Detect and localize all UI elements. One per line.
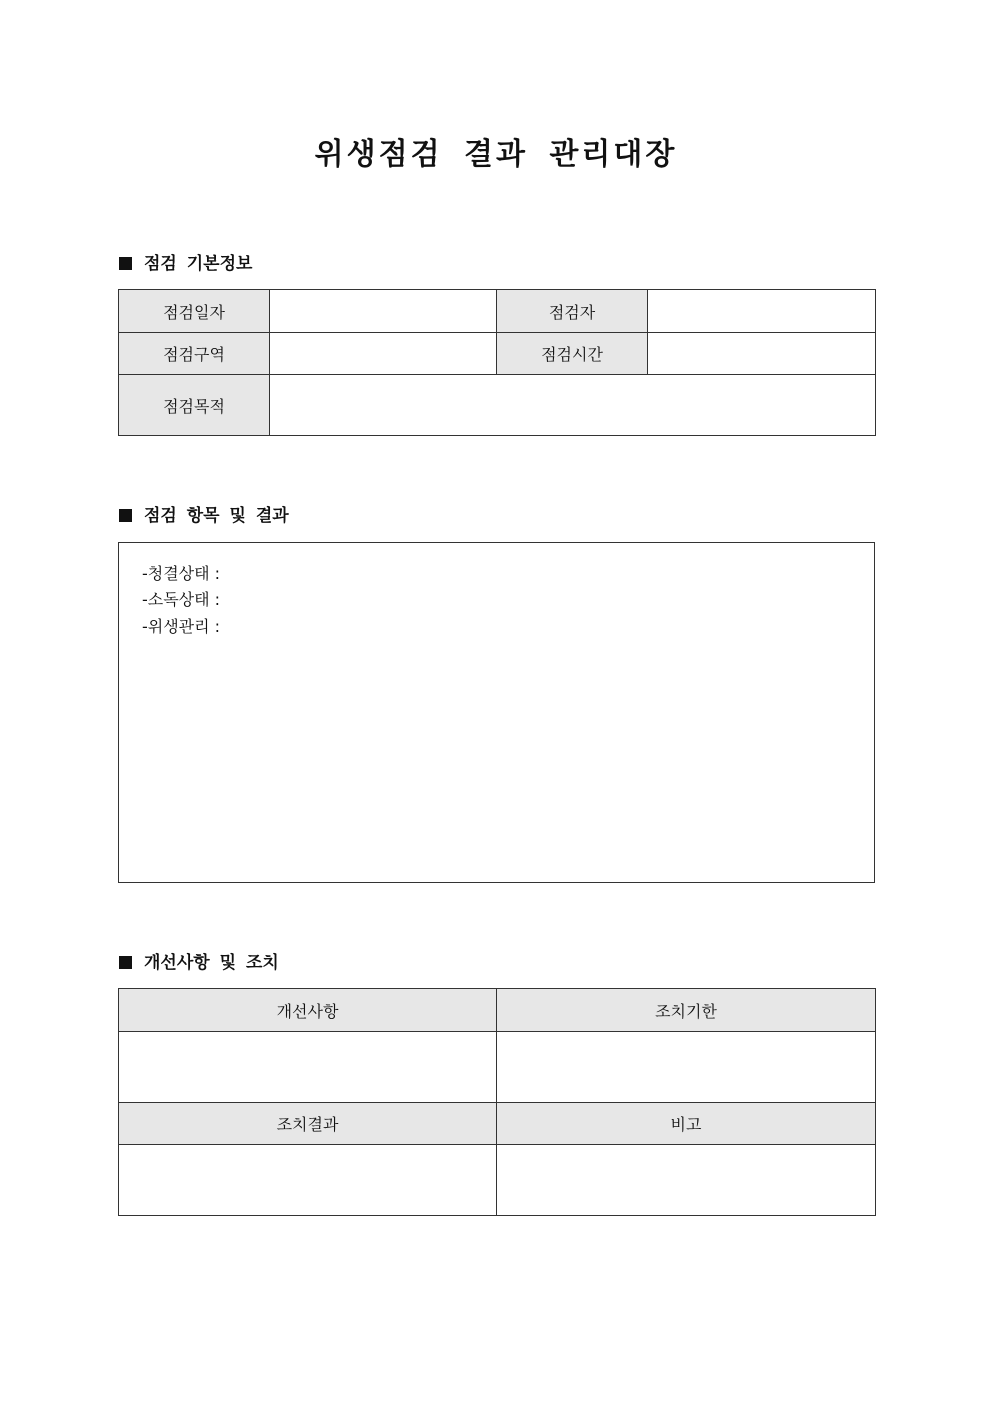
table-row: [119, 290, 876, 333]
section-heading-improvements: [119, 951, 279, 975]
inspection-area-label: 점검구역: [119, 333, 270, 375]
action-result-header: 조치결과: [119, 1103, 497, 1145]
table-row: [119, 1103, 876, 1145]
section-heading-text: 점검 항목 및 결과: [144, 506, 289, 526]
deadline-header: 조치기한: [497, 989, 876, 1032]
disinfection-line: -소독상태 :: [142, 590, 221, 609]
remarks-field[interactable]: [497, 1145, 876, 1216]
page-title: 위생점검 결과 관리대장: [314, 137, 678, 172]
black-square-icon: [119, 257, 132, 270]
inspection-date-label: 점검일자: [119, 290, 270, 333]
inspection-date-field[interactable]: [270, 290, 497, 333]
improvement-header: 개선사항: [119, 989, 497, 1032]
inspector-label: 점검자: [497, 290, 648, 333]
table-row: [119, 989, 876, 1032]
inspector-field[interactable]: [648, 290, 876, 333]
remarks-header: 비고: [497, 1103, 876, 1145]
section-heading-items-results: [119, 504, 289, 528]
inspection-area-field[interactable]: [270, 333, 497, 375]
deadline-field[interactable]: [497, 1032, 876, 1103]
section-heading-text: 점검 기본정보: [144, 254, 253, 274]
action-result-field[interactable]: [119, 1145, 497, 1216]
improvements-table: [118, 988, 876, 1216]
section-heading-text: 개선사항 및 조치: [144, 953, 279, 973]
table-row: [119, 333, 876, 375]
black-square-icon: [119, 509, 132, 522]
table-row: [119, 1145, 876, 1216]
hygiene-management-line: -위생관리 :: [142, 617, 221, 636]
basic-info-table: [118, 289, 876, 436]
table-row: [119, 375, 876, 436]
table-row: [119, 1032, 876, 1103]
black-square-icon: [119, 956, 132, 969]
inspection-time-field[interactable]: [648, 333, 876, 375]
inspection-purpose-field[interactable]: [270, 375, 876, 436]
cleanliness-line: -청결상태 :: [142, 564, 221, 583]
inspection-results-box[interactable]: [118, 542, 875, 883]
inspection-time-label: 점검시간: [497, 333, 648, 375]
improvement-field[interactable]: [119, 1032, 497, 1103]
section-heading-basic-info: [119, 252, 252, 276]
inspection-purpose-label: 점검목적: [119, 375, 270, 436]
